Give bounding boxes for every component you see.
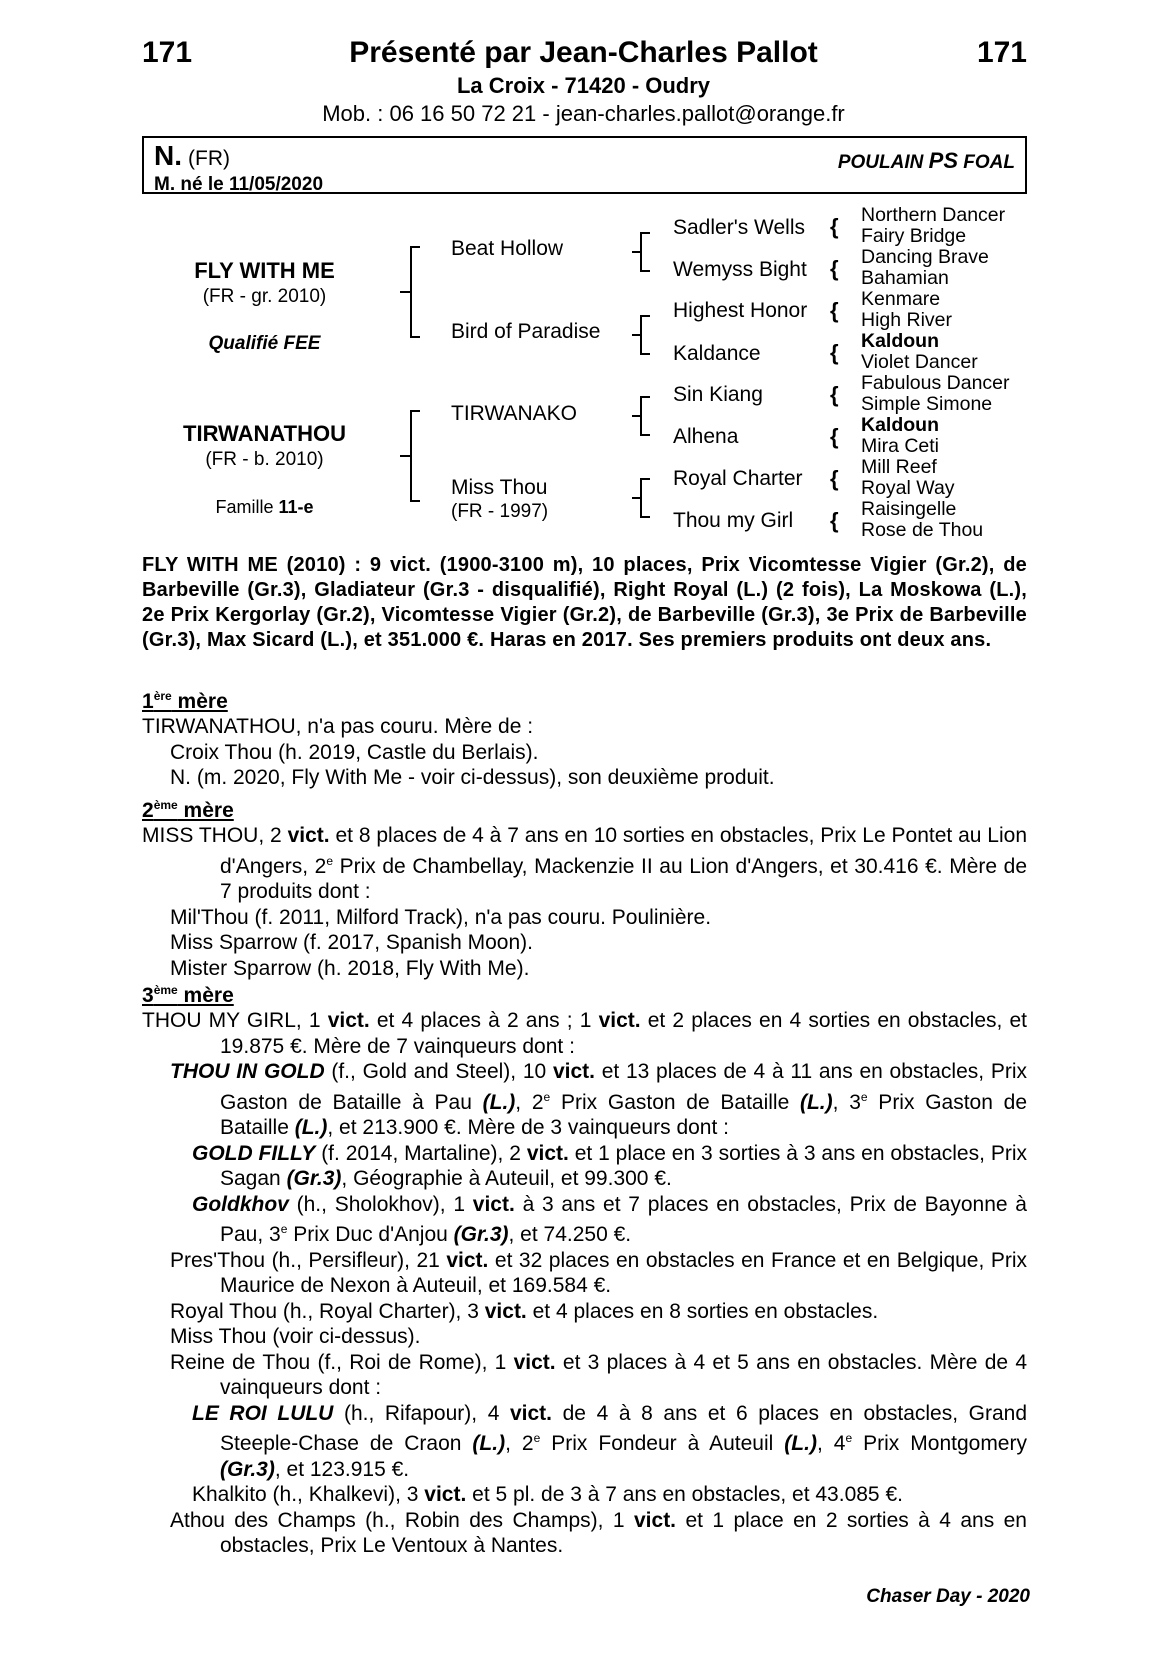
dam-name: TIRWANATHOU (183, 421, 346, 446)
gen4-11: Mira Ceti (861, 435, 940, 457)
footer: Chaser Day - 2020 (866, 1586, 1030, 1607)
produce-item: Khalkito (h., Khalkevi), 3 vict. et 5 pl. de 3 à 7 ans en obstacles, et 43.085 €. (192, 1483, 903, 1506)
page-title: Présenté par Jean-Charles Pallot (349, 36, 818, 69)
produce-item: THOU IN GOLD (f., Gold and Steel), 10 vict. et 13 places de 4 à 11 ans en obstacles, Prix Gaston de Bataille à Pau (L.), 2e Prix Gaston de Bataille (L.), 3e Prix Gaston de Bataille (L.), et 213.900 €. Mère de 3 vainqueurs dont : (170, 1060, 1027, 1139)
gen4-2: Dancing Brave (861, 246, 989, 268)
gen3-6: Royal Charter (673, 467, 803, 490)
bracket (410, 410, 420, 502)
gen4-4: Kenmare (861, 288, 941, 310)
brace-icon: { (830, 256, 839, 281)
produce-item: Royal Thou (h., Royal Charter), 3 vict. et 4 places en 8 sorties en obstacles. (170, 1299, 879, 1323)
bracket-tick (632, 497, 642, 499)
gen3-4: Sin Kiang (673, 383, 763, 406)
gen4-8: Fabulous Dancer (861, 372, 1010, 394)
horse-origin: (FR) (188, 147, 230, 170)
gen2-sire-dam: Bird of Paradise (451, 320, 601, 343)
section-heading-3: 3ème mère (142, 983, 234, 1007)
bracket-tick (632, 334, 642, 336)
mother3-intro: THOU MY GIRL, 1 vict. et 4 places à 2 ans ; 1 vict. et 2 places en 4 sorties en obstacles, et 19.875 €. Mère de 7 vainqueurs dont : (142, 1009, 1028, 1058)
gen4-1: Fairy Bridge (861, 225, 967, 247)
gen2-dam-dam-info: (FR - 1997) (451, 501, 549, 522)
mother2-block (142, 823, 1027, 981)
gen4-10: Kaldoun (861, 414, 939, 436)
brace-icon: { (830, 508, 839, 533)
produce-item: N. (m. 2020, Fly With Me - voir ci-dessus), son deuxième produit. (170, 766, 775, 789)
horse-type: POULAIN PS FOAL (837, 148, 1015, 173)
section-heading-1: 1ère mère (142, 689, 228, 713)
mother2-intro: MISS THOU, 2 vict. et 8 places de 4 à 7 ans en 10 sorties en obstacles, Prix Le Pontet au Lion d'Angers, 2e Prix de Chambellay, Mackenzie II au Lion d'Angers, et 30.416 €. Mère de 7 produits dont : (142, 824, 1028, 903)
brace-icon: { (830, 214, 839, 239)
mother1-block (142, 714, 1027, 791)
mother3-block (142, 1008, 1027, 1559)
produce-item: Croix Thou (h. 2019, Castle du Berlais). (170, 740, 539, 764)
bracket-tick (400, 455, 410, 457)
brace-icon: { (830, 382, 839, 407)
gen4-15: Rose de Thou (861, 519, 984, 541)
produce-item: Miss Thou (voir ci-dessus). (170, 1325, 421, 1348)
produce-item: Athou des Champs (h., Robin des Champs), 1 vict. et 1 place en 2 sorties à 4 ans en obstacles, Prix Le Ventoux à Nantes. (170, 1508, 1027, 1557)
produce-item: Goldkhov (h., Sholokhov), 1 vict. à 3 ans et 7 places en obstacles, Prix de Bayonne à Pau, 3e Prix Duc d'Anjou (Gr.3), et 74.250 €. (192, 1192, 1027, 1246)
bracket-tick (632, 251, 642, 253)
brace-icon: { (830, 340, 839, 365)
produce-item: Mil'Thou (f. 2011, Milford Track), n'a pas couru. Poulinière. (170, 905, 712, 929)
bracket-tick (632, 415, 642, 417)
gen3-2: Highest Honor (673, 299, 808, 322)
section-heading-2: 2ème mère (142, 798, 234, 822)
gen4-14: Raisingelle (861, 498, 957, 520)
brace-icon: { (830, 466, 839, 491)
produce-item: LE ROI LULU (h., Rifapour), 4 vict. de 4 à 8 ans et 6 places en obstacles, Grand Steeple-Chase de Craon (L.), 2e Prix Fondeur à Auteuil (L.), 4e Prix Montgomery (Gr.3), et 123.915 €. (192, 1401, 1028, 1481)
lot-number-right: 171 (976, 36, 1027, 69)
gen4-12: Mill Reef (861, 456, 937, 478)
produce-item: GOLD FILLY (f. 2014, Martaline), 2 vict. et 1 place en 3 sorties à 3 ans en obstacles, Prix Sagan (Gr.3), Géographie à Auteuil, et 99.300 €. (192, 1141, 1027, 1190)
gen3-5: Alhena (673, 425, 739, 448)
produce-item: Reine de Thou (f., Roi de Rome), 1 vict. et 3 places à 4 et 5 ans en obstacles. Mère de 4 vainqueurs dont : (170, 1350, 1027, 1399)
gen4-6: Kaldoun (861, 330, 939, 352)
bracket-tick (400, 291, 410, 293)
gen2-dam-dam: Miss Thou (451, 476, 548, 499)
dam-info: (FR - b. 2010) (205, 449, 324, 470)
horse-identity-box (142, 136, 1027, 194)
produce-item: Pres'Thou (h., Persifleur), 21 vict. et 32 places en obstacles en France et en Belgique, Prix Maurice de Nexon à Auteuil, et 169.584 €. (170, 1248, 1027, 1297)
sire-info: (FR - gr. 2010) (202, 286, 327, 307)
brace-icon: { (830, 298, 839, 323)
gen4-13: Royal Way (861, 477, 955, 499)
bracket (410, 246, 420, 338)
gen4-0: Northern Dancer (861, 204, 1006, 226)
gen4-3: Bahamian (861, 267, 949, 289)
gen4-9: Simple Simone (861, 393, 993, 415)
sire-name: FLY WITH ME (194, 258, 335, 283)
brace-icon: { (830, 424, 839, 449)
mother1-intro: TIRWANATHOU, n'a pas couru. Mère de : (142, 715, 534, 738)
lot-number-left: 171 (142, 36, 193, 69)
produce-item: Mister Sparrow (h. 2018, Fly With Me). (170, 956, 530, 980)
gen2-sire-sire: Beat Hollow (451, 237, 564, 260)
dam-family: Famille 11-e (215, 497, 314, 517)
gen2-dam-sire: TIRWANAKO (451, 402, 578, 425)
horse-birth: M. né le 11/05/2020 (154, 174, 324, 195)
gen4-7: Violet Dancer (861, 351, 978, 373)
gen3-0: Sadler's Wells (673, 216, 805, 239)
gen4-5: High River (861, 309, 953, 331)
consignor-contact: Mob. : 06 16 50 72 21 - jean-charles.pallot@orange.fr (322, 101, 845, 126)
horse-name: N. (FR) (154, 140, 230, 171)
gen3-7: Thou my Girl (673, 509, 794, 532)
sire-performance: FLY WITH ME (2010) : 9 vict. (1900-3100 m), 10 places, Prix Vicomtesse Vigier (Gr.2), de Barbeville (Gr.3), Gladiateur (Gr.3 - disqualifié), Right Royal (L.) (2 fois), La Moskowa (L.), 2e Prix Kergorlay (Gr.2), Vicomtesse Vigier (Gr.2), de Barbeville (Gr.3), 3e Prix de Barbeville (Gr.3), Max Sicard (L.), et 351.000 €. Haras en 2017. Ses premiers produits ont deux ans. (142, 554, 1027, 651)
produce-item: Miss Sparrow (f. 2017, Spanish Moon). (170, 931, 533, 954)
gen3-1: Wemyss Bight (673, 258, 807, 281)
gen3-3: Kaldance (673, 342, 761, 365)
sire-note: Qualifié FEE (208, 333, 321, 354)
consignor-address: La Croix - 71420 - Oudry (456, 73, 711, 98)
